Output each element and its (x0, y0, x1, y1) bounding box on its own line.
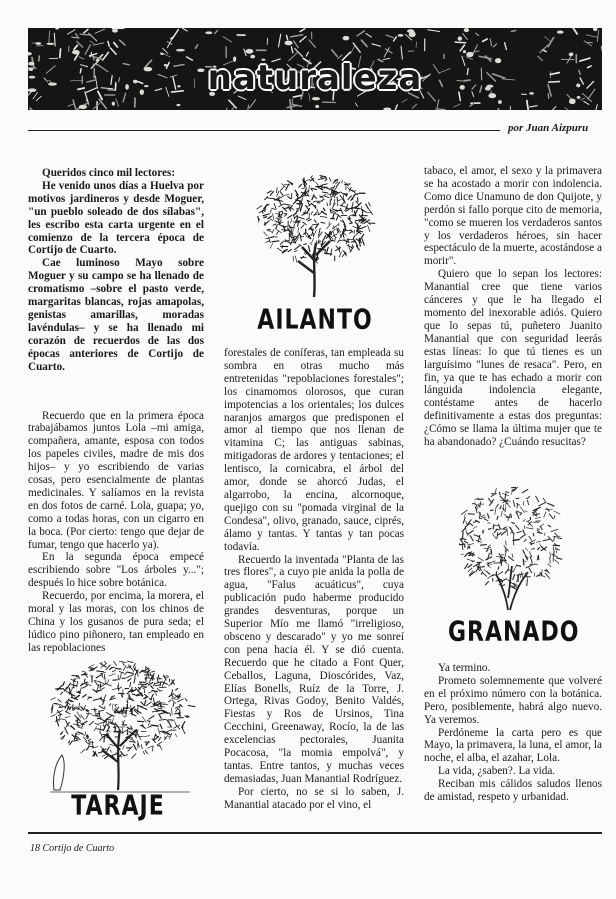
salutation: Queridos cinco mil lectores: (42, 167, 176, 179)
body-paragraph: En la segunda época empecé escribiendo sobre "Los árboles y..."; después lo hice sobre botánica. (28, 551, 204, 590)
ailanto-label: AILANTO (257, 304, 373, 337)
ailanto-illustration (250, 165, 380, 300)
byline: por Juan Aizpuru (508, 122, 589, 134)
taraje-illustration (40, 650, 200, 795)
body-paragraph: forestales de coníferas, tan empleada su sombra en otras mucho más entretenidas "repoblaciones forestales"; los cinamomos olorosos, que curan impotencias a los orientales; los dulces naranjos amargos que predisponen el amor al tiempo que nos llenan de vitamina C; las antiguas sabinas, mitigadoras de ardores y tentaciones; el lentisco, la cornicabra, el árbol del amor, donde se ahorcó Judas, el algarrobo, la encina, alcornoque, quejigo con su "pomada virginal de la Condesa", olivo, granado, sauce, ciprés, álamo y tantas. Y tantas y tan pocas todavía. (224, 347, 404, 553)
intro-paragraph: He venido unos días a Huelva por motivos jardineros y desde Moguer, "un pueblo soleado de dos sílabas", les escribo esta carta urgente en el comienzo de la tercera época de Cortijo de Cuarto. (28, 179, 204, 257)
body-paragraph: Perdóneme la carta pero es que Mayo, la primavera, la luna, el amor, la noche, el alba, el azahar, Lola. (424, 726, 602, 765)
body-paragraph: Recuerdo que en la primera época trabajábamos juntos Lola –mi amiga, compañera, amante, esposa con todos los papeles civiles, madre de mis dos hijos– y yo escribiendo de varias cosas, pero esencialmente de plantas medicinales. Y salíamos en la revista en dos fotos de carné. Lola, guapa; yo, como a todas horas, con un cigarro en la boca. (Por cierto: tengo que dejar de fumar, tengo que hacerlo ya). (28, 409, 204, 551)
column-3-closing (424, 662, 602, 804)
body-paragraph: Reciban mis cálidos saludos llenos de amistad, respeto y urbanidad. (424, 778, 602, 804)
section-title: naturaleza (207, 58, 423, 98)
granado-label: GRANADO (448, 616, 580, 649)
body-paragraph: La vida, ¿saben?. La vida. (438, 765, 556, 778)
byline-rule (28, 130, 500, 131)
intro-paragraph: Cae luminoso Mayo sobre Moguer y su campo se ha llenado de cromatismo –sobre el pasto verde, margaritas blancas, rojas amapolas, genistas amarillas, moradas lavéndulas– y se ha llenado mi corazón de recuerdos de las dos épocas anteriores de Cortijo de Cuarto. (28, 257, 204, 373)
body-paragraph: tabaco, el amor, el sexo y la primavera se ha acostado a morir con indolencia. Como dice Unamuno de don Quijote, y perdón si fallo porque cito de memoria, "como se mueren los verdaderos santos y los verdaderos héroes, sin hacer espectáculo de la muerte, acostándose a morir". (424, 165, 602, 268)
body-paragraph: Ya termino. (438, 662, 491, 674)
column-1 (28, 167, 204, 655)
body-paragraph: Quiero que lo sepan los lectores: Manantial cree que tiene varios cánceres y que le ha llegado el momento del inexorable adiós. Quiero que lo sepas tú, puñetero Juanito Manantial que con seguridad leerás estas líneas: lo que tú tienes es un larguísimo "lunes de resaca". Pero, en fin, ya que te has echado a morir con lánguida indolencia elegante, contéstame antes de hacerlo definitivamente a estas dos preguntas: ¿Cómo se llama la última mujer que te ha abandonado? ¿Cuándo resucitas? (424, 268, 602, 449)
body-paragraph: Recuerdo, por encima, la morera, el moral y las moras, con los chinos de China y los gusanos de pura seda; el lúdico pino piñonero, tan empleado en las repoblaciones (28, 590, 204, 654)
body-paragraph: Prometo solemnemente que volveré en el próximo número con la botánica. Pero, posiblemente, habrá algo nuevo. Ya veremos. (424, 674, 602, 726)
column-2 (224, 347, 404, 812)
intro-block (28, 167, 204, 374)
body-paragraph: Recuerdo la inventada "Planta de las tres flores", a cuyo pie anida la polla de agua, "Falus acuáticus", cuya publicación pudo haberme producido grandes desventuras, porque un Superior Mío me llamó "irreligioso, obsceno y descarado" y yo me sonreí con pena hacia él. Y se dió cuenta. Recuerdo que he citado a Font Quer, Ceballos, Laguna, Dioscórides, Vaz, Elías Bonells, Ruíz de la Torre, J. Ortega, Rivas Godoy, Benito Valdés, Fiestas y Ros de Ursinos, Tina Cecchini, Greenaway, Rocío, la de las excelencias pectorales, Juanita Pocacosa, "la momia empolvá", y tantas. Entre tantos, y muchas veces demasiadas, Juan Manantial Rodríguez. (224, 553, 404, 785)
granado-illustration (448, 478, 578, 613)
column-3 (424, 165, 602, 449)
body-paragraph: Por cierto, no se si lo saben, J. Manantial atacado por el vino, el (224, 785, 404, 811)
taraje-label: TARAJE (71, 790, 165, 823)
page-footer: 18 Cortijo de Cuarto (30, 843, 115, 854)
footer-rule (28, 832, 602, 834)
